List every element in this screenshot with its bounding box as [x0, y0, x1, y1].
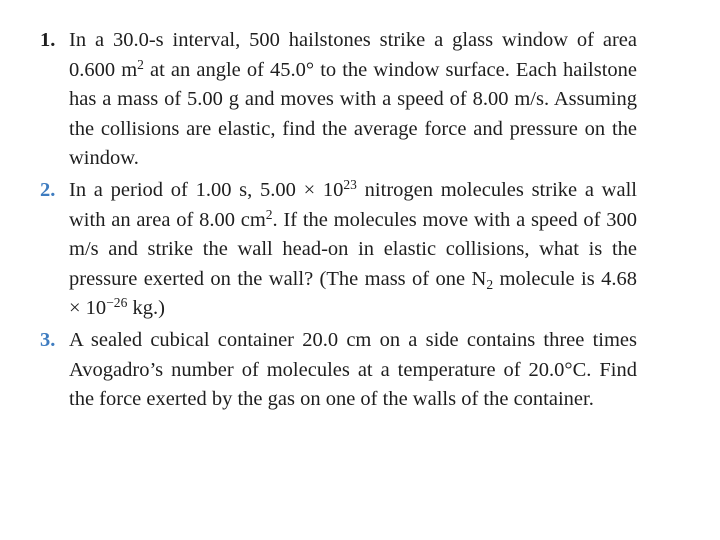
problem-3-text: A sealed cubical container 20.0 cm on a side contains three times Avogadro’s number of molecules at a temperature of 20.0°C. Find the force exerted by the gas on one of the walls of the container.	[69, 328, 637, 411]
problem-2-number: 2.	[40, 178, 56, 201]
problem-3-number: 3.	[40, 328, 56, 351]
problem-2-text-cont: nitrogen molecules strike a wall with an area of 8.00 cm	[69, 178, 637, 231]
problem-3	[40, 326, 637, 415]
problem-2-text-end: kg.)	[127, 297, 165, 320]
problem-2-text: In a period of 1.00 s, 5.00 × 10	[69, 178, 344, 201]
problem-list	[40, 26, 637, 415]
problem-2-text-cont-2: . If the molecules move with a speed of 300 m/s and strike the wall head-on in elastic collisions, what is the pressure exerted on the wall? (The mass of one N	[69, 208, 637, 290]
problem-2-exponent-minus-26: −26	[106, 295, 128, 311]
problem-1-text: In a 30.0-s interval, 500 hailstones strike a glass window of area 0.600 m	[69, 29, 637, 81]
problem-2-superscript-cm: 2	[265, 206, 273, 222]
problem-1	[40, 26, 637, 174]
problem-1-text-cont: at an angle of 45.0° to the window surface. Each hailstone has a mass of 5.00 g and moves with a speed of 8.00 m/s. Assuming the collisions are elastic, find the average force and pressure on the window.	[69, 58, 637, 170]
problem-2-subscript-n2: 2	[486, 276, 494, 292]
problem-2-text-cont-3: molecule is 4.68 × 10	[69, 267, 637, 320]
problem-2	[40, 176, 637, 324]
problem-1-superscript: 2	[137, 56, 144, 72]
problem-2-exponent-23: 23	[343, 176, 357, 192]
problem-1-number: 1.	[40, 29, 56, 51]
